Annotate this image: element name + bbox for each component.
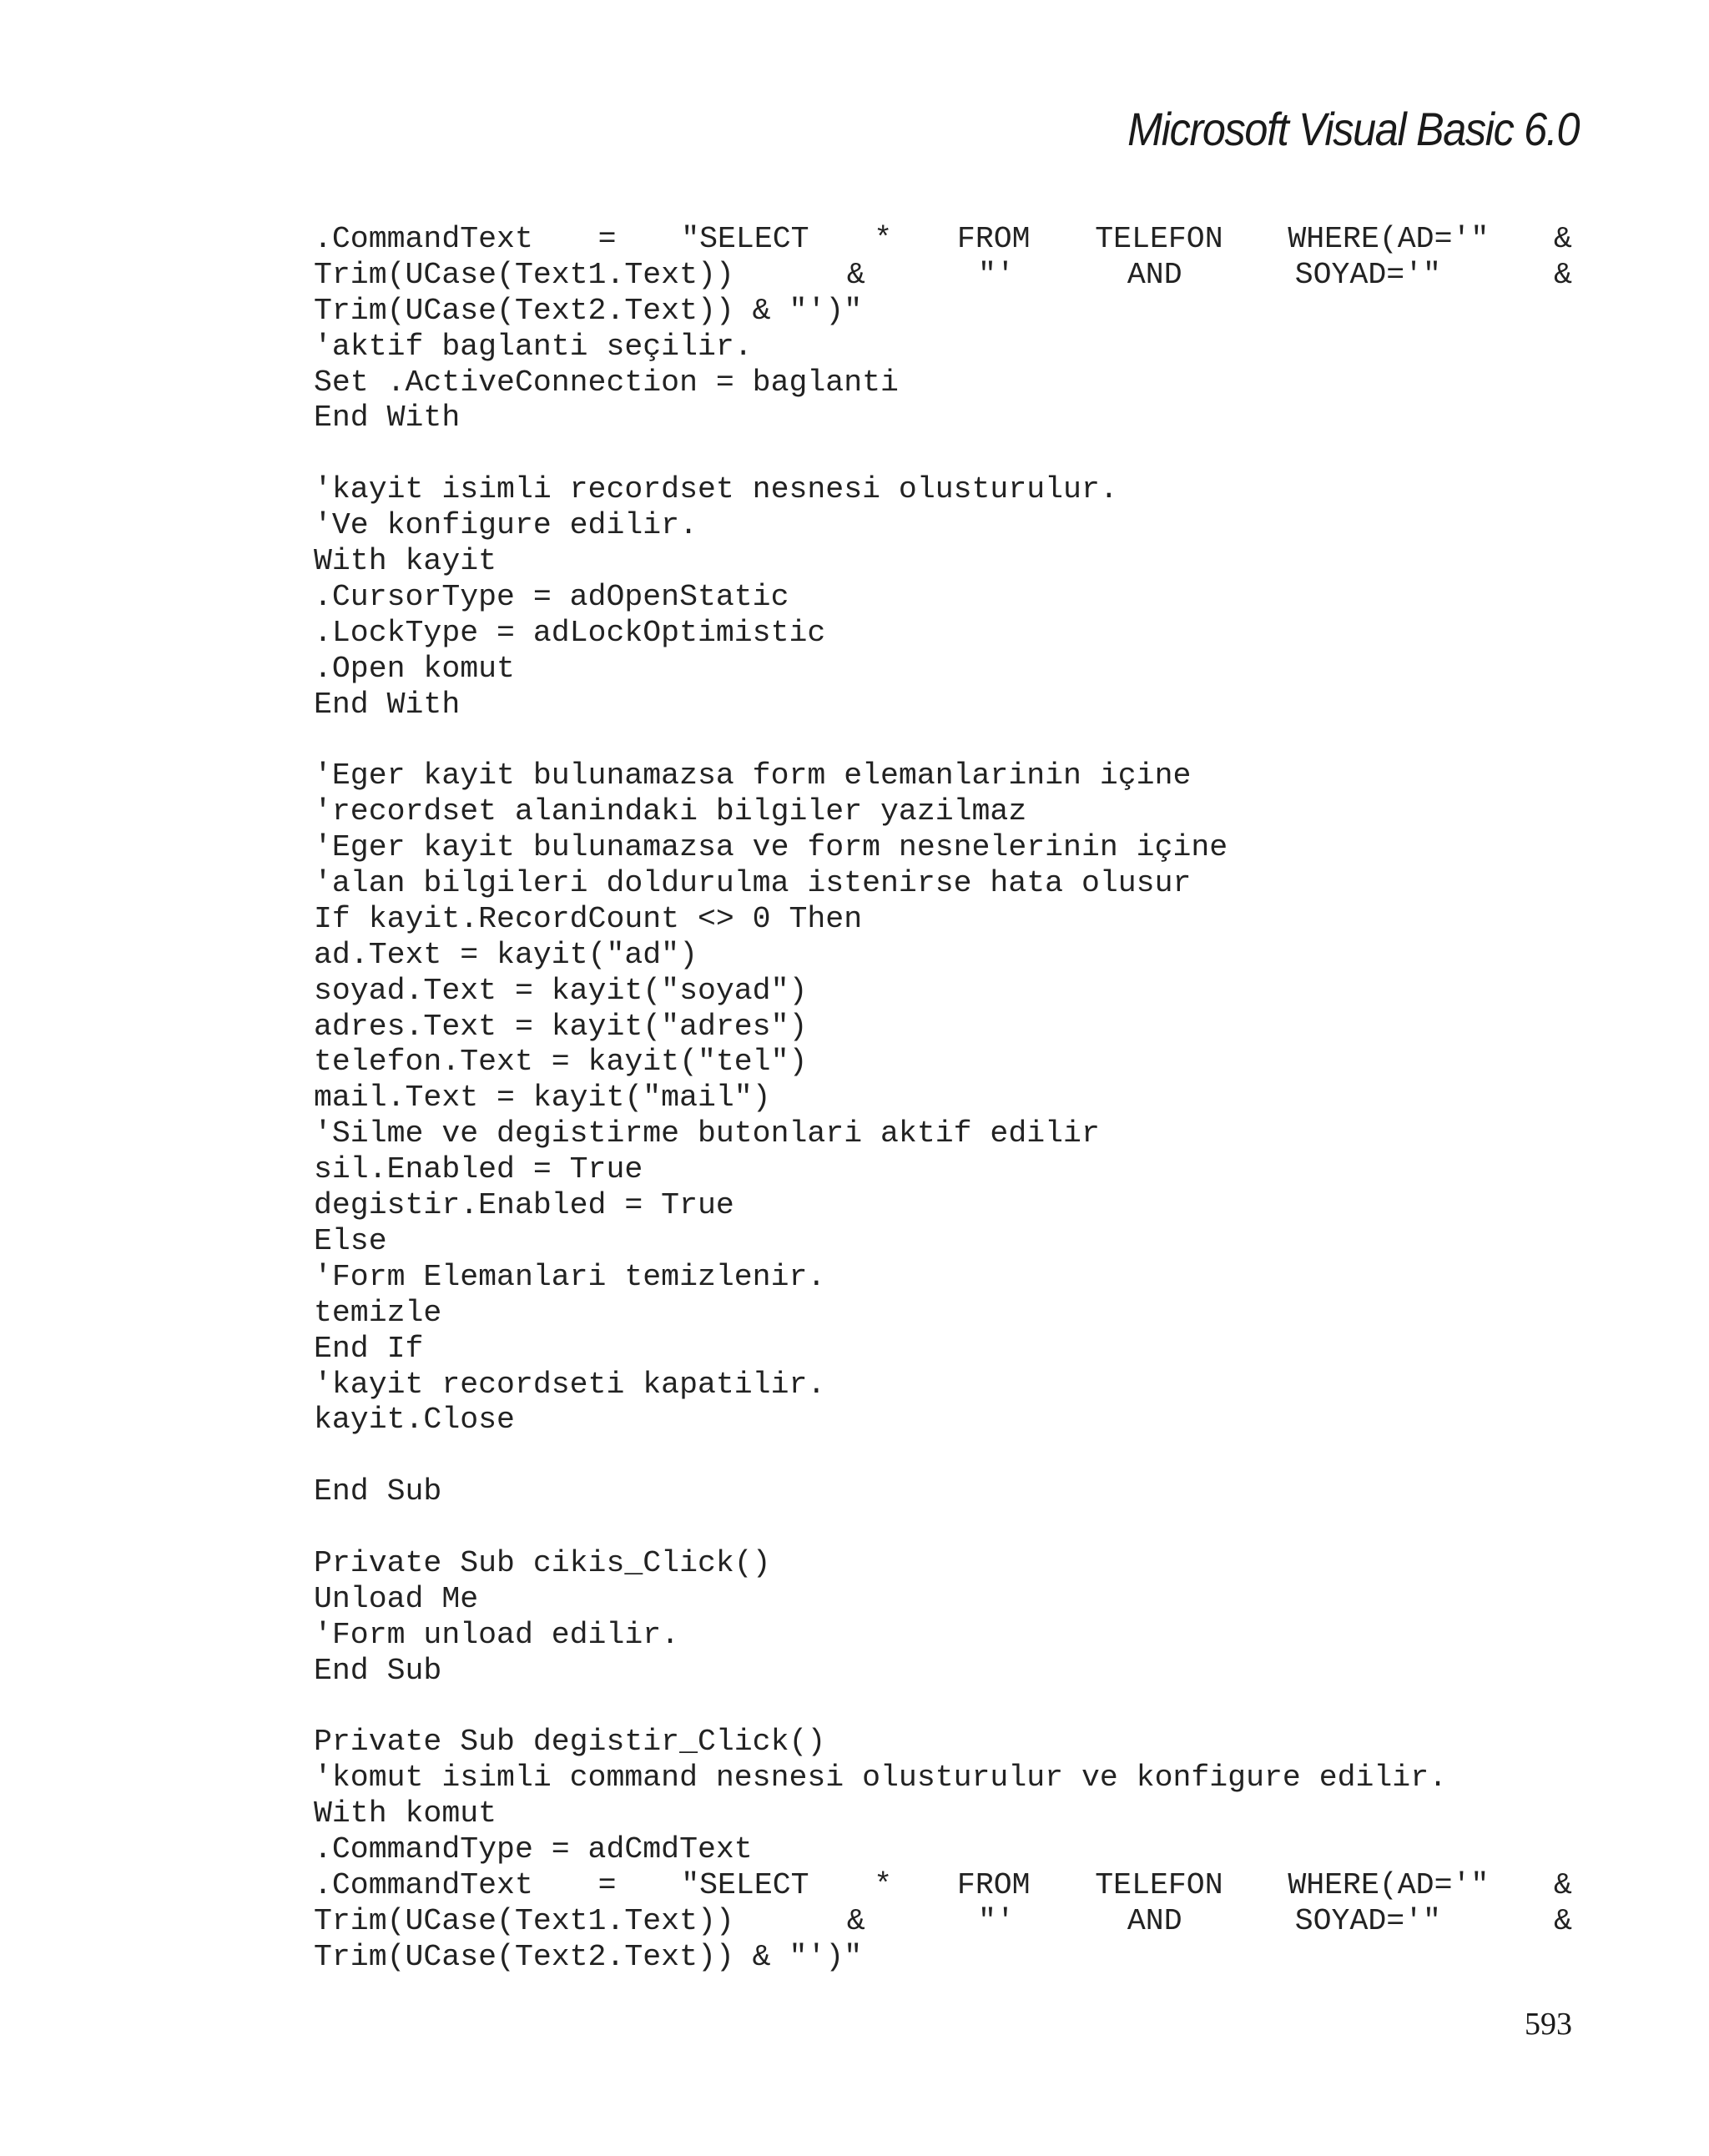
code-line: .LockType = adLockOptimistic	[314, 615, 826, 650]
code-token: &	[1554, 1867, 1572, 1902]
code-line: 'kayit isimli recordset nesnesi olusturulur.	[314, 472, 1118, 507]
code-line	[314, 723, 1572, 758]
code-token: &	[1554, 222, 1572, 256]
code-token: =	[597, 1867, 617, 1902]
code-line: kayit.Close	[314, 1403, 515, 1438]
code-line: Private Sub cikis_Click()	[314, 1545, 771, 1580]
code-token: SOYAD='"	[1294, 257, 1441, 292]
code-token: .CommandText	[314, 222, 533, 256]
code-token: FROM	[956, 1867, 1031, 1902]
code-token: "SELECT	[681, 1867, 809, 1902]
code-line	[314, 1690, 1572, 1725]
code-token: TELEFON	[1095, 222, 1223, 256]
code-line: End With	[314, 687, 461, 722]
code-line: 'Eger kayit bulunamazsa form elemanlarinin içine	[314, 758, 1192, 793]
code-token: &	[846, 257, 865, 292]
code-listing	[314, 222, 1572, 1976]
code-line: mail.Text = kayit("mail")	[314, 1081, 771, 1116]
code-line: telefon.Text = kayit("tel")	[314, 1045, 808, 1080]
code-line: Set .ActiveConnection = baglanti	[314, 365, 899, 400]
code-token: &	[1554, 257, 1572, 292]
code-line: 'Form unload edilir.	[314, 1617, 680, 1652]
code-token: FROM	[956, 222, 1031, 256]
code-line: With komut	[314, 1796, 497, 1831]
code-token: *	[874, 222, 893, 256]
code-token: .CommandText	[314, 1867, 533, 1902]
code-line: Unload Me	[314, 1581, 479, 1616]
code-line: sil.Enabled = True	[314, 1152, 643, 1187]
code-line: ad.Text = kayit("ad")	[314, 937, 698, 972]
code-line: .CursorType = adOpenStatic	[314, 579, 789, 614]
code-line: .CommandType = adCmdText	[314, 1832, 753, 1867]
code-line: adres.Text = kayit("adres")	[314, 1009, 808, 1044]
code-token: "'	[977, 257, 1015, 292]
code-line: .Open komut	[314, 651, 515, 686]
code-token: &	[846, 1903, 865, 1938]
code-line: 'Form Elemanlari temizlenir.	[314, 1259, 826, 1294]
code-line	[314, 1510, 1572, 1546]
code-token: &	[1554, 1903, 1572, 1938]
code-line: 'aktif baglanti seçilir.	[314, 329, 753, 364]
code-line	[314, 436, 1572, 472]
code-token: SOYAD='"	[1294, 1903, 1441, 1938]
code-line	[314, 1438, 1572, 1474]
code-line	[314, 1904, 1572, 1940]
code-token: "'	[977, 1903, 1015, 1938]
code-line: Trim(UCase(Text2.Text)) & "')"	[314, 293, 863, 328]
code-token: "SELECT	[681, 222, 809, 256]
code-line	[314, 258, 1572, 294]
code-line: 'alan bilgileri doldurulma istenirse hata olusur	[314, 866, 1192, 901]
code-token: *	[874, 1867, 893, 1902]
code-line: degistir.Enabled = True	[314, 1188, 734, 1223]
code-line: With kayit	[314, 544, 497, 579]
code-line: 'recordset alanindaki bilgiler yazilmaz	[314, 794, 1027, 829]
code-line: End If	[314, 1331, 424, 1366]
code-token: TELEFON	[1095, 1867, 1223, 1902]
page-number: 593	[1525, 2007, 1572, 2042]
code-token: Trim(UCase(Text1.Text))	[314, 257, 734, 292]
code-line: End Sub	[314, 1474, 442, 1509]
code-token: AND	[1127, 1903, 1182, 1938]
code-token: =	[597, 222, 617, 256]
code-line: 'kayit recordseti kapatilir.	[314, 1367, 826, 1402]
code-line: temizle	[314, 1295, 442, 1330]
running-header: Microsoft Visual Basic 6.0	[1127, 103, 1579, 155]
code-line: End Sub	[314, 1653, 442, 1688]
code-line: End With	[314, 400, 461, 436]
code-line: 'Eger kayit bulunamazsa ve form nesnelerinin içine	[314, 830, 1228, 865]
code-line: 'Ve konfigure edilir.	[314, 508, 698, 543]
code-line: Else	[314, 1223, 387, 1258]
code-line: 'Silme ve degistirme butonlari aktif edilir	[314, 1116, 1100, 1151]
code-line: If kayit.RecordCount <> 0 Then	[314, 901, 863, 936]
code-token: AND	[1127, 257, 1182, 292]
code-token: WHERE(AD='"	[1288, 1867, 1490, 1902]
code-line	[314, 1868, 1572, 1904]
code-line: soyad.Text = kayit("soyad")	[314, 973, 808, 1008]
code-line	[314, 222, 1572, 258]
code-line: Trim(UCase(Text2.Text)) & "')"	[314, 1939, 863, 1974]
code-line: Private Sub degistir_Click()	[314, 1725, 826, 1760]
code-token: Trim(UCase(Text1.Text))	[314, 1903, 734, 1938]
code-line: 'komut isimli command nesnesi olusturulur ve konfigure edilir.	[314, 1761, 1448, 1796]
code-token: WHERE(AD='"	[1288, 222, 1490, 256]
